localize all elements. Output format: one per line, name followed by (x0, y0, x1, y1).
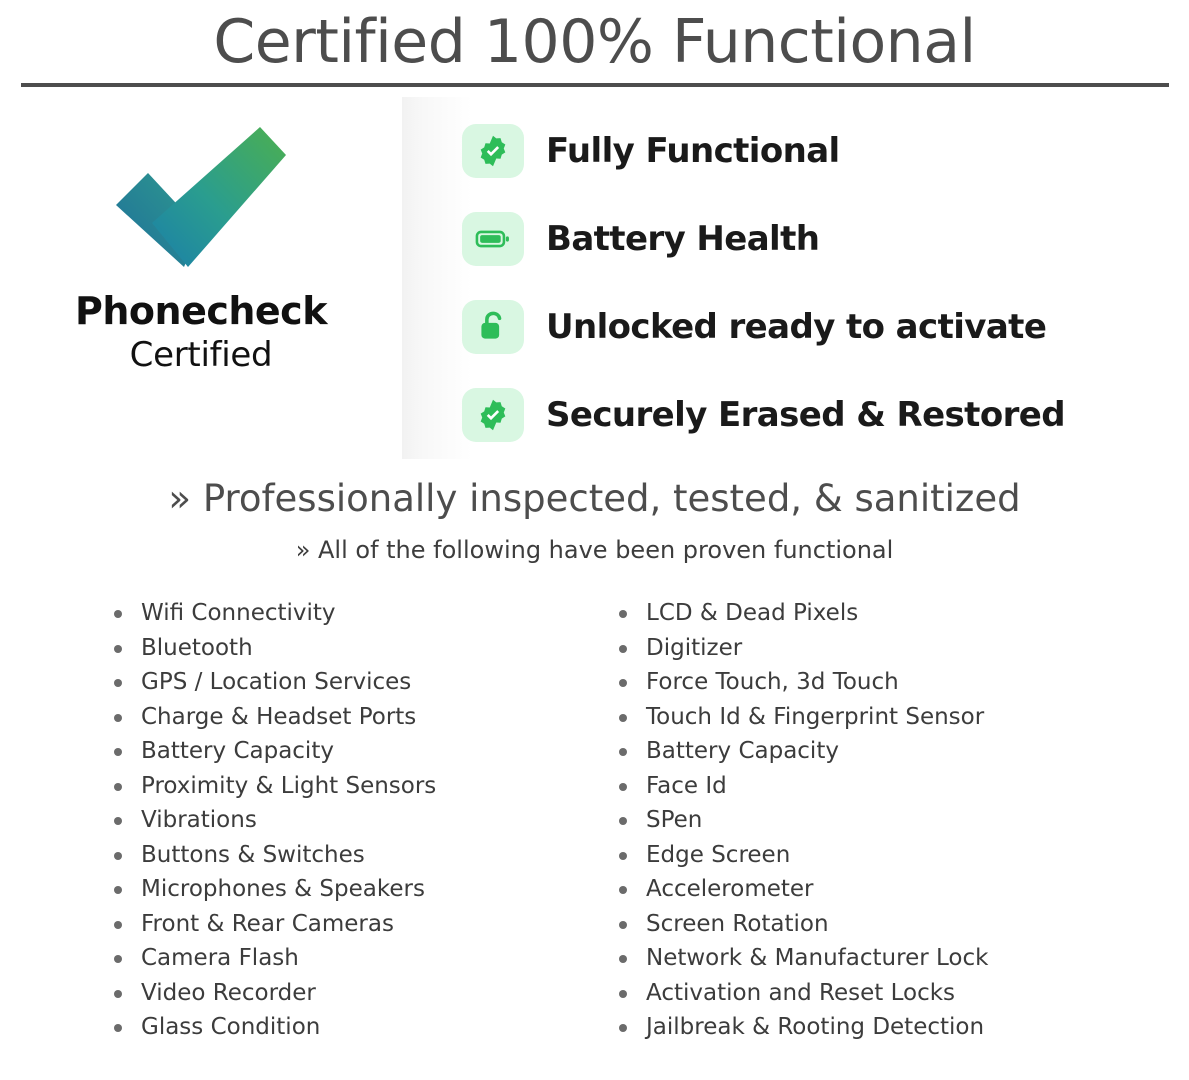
feature-label: Securely Erased & Restored (546, 395, 1065, 435)
list-item: GPS / Location Services (108, 665, 613, 700)
feature-fully-functional (402, 107, 1189, 195)
feature-label: Unlocked ready to activate (546, 307, 1047, 347)
primary-tagline: » Professionally inspected, tested, & sanitized (168, 477, 1021, 520)
list-item: Edge Screen (613, 838, 1118, 873)
list-item: Network & Manufacturer Lock (613, 941, 1118, 976)
feature-battery-health (402, 195, 1189, 283)
checklist-column-left (108, 596, 613, 1045)
list-item: Charge & Headset Ports (108, 700, 613, 735)
list-item: Accelerometer (613, 872, 1118, 907)
logo-block (0, 97, 402, 375)
list-item: Battery Capacity (613, 734, 1118, 769)
list-item: Bluetooth (108, 631, 613, 666)
list-item: Digitizer (613, 631, 1118, 666)
feature-label: Battery Health (546, 219, 820, 259)
list-item: LCD & Dead Pixels (613, 596, 1118, 631)
list-item: Vibrations (108, 803, 613, 838)
list-item: Touch Id & Fingerprint Sensor (613, 700, 1118, 735)
list-item: Microphones & Speakers (108, 872, 613, 907)
battery-full-icon (462, 212, 524, 266)
list-item: Proximity & Light Sensors (108, 769, 613, 804)
list-item: Force Touch, 3d Touch (613, 665, 1118, 700)
unlocked-padlock-icon (462, 300, 524, 354)
feature-unlocked (402, 283, 1189, 371)
header (0, 0, 1189, 87)
list-item: Front & Rear Cameras (108, 907, 613, 942)
features-list (402, 97, 1189, 459)
verified-badge-icon (462, 388, 524, 442)
list-item: Wifi Connectivity (108, 596, 613, 631)
brand-subtitle: Certified (129, 335, 273, 375)
brand-name: Phonecheck (75, 289, 327, 333)
list-item: Face Id (613, 769, 1118, 804)
list-item: Battery Capacity (108, 734, 613, 769)
list-item: Screen Rotation (613, 907, 1118, 942)
verified-badge-icon (462, 124, 524, 178)
feature-securely-erased (402, 371, 1189, 459)
checkmark-logo-icon (114, 125, 289, 275)
secondary-tagline: » All of the following have been proven functional (295, 536, 894, 564)
checklist-column-right (613, 596, 1118, 1045)
list-item: Video Recorder (108, 976, 613, 1011)
list-item: SPen (613, 803, 1118, 838)
checklist (0, 596, 1189, 1045)
list-item: Buttons & Switches (108, 838, 613, 873)
list-item: Jailbreak & Rooting Detection (613, 1010, 1118, 1045)
badge-row (0, 87, 1189, 467)
list-item: Camera Flash (108, 941, 613, 976)
feature-label: Fully Functional (546, 131, 840, 171)
page-title: Certified 100% Functional (213, 7, 976, 77)
list-item: Activation and Reset Locks (613, 976, 1118, 1011)
list-item: Glass Condition (108, 1010, 613, 1045)
